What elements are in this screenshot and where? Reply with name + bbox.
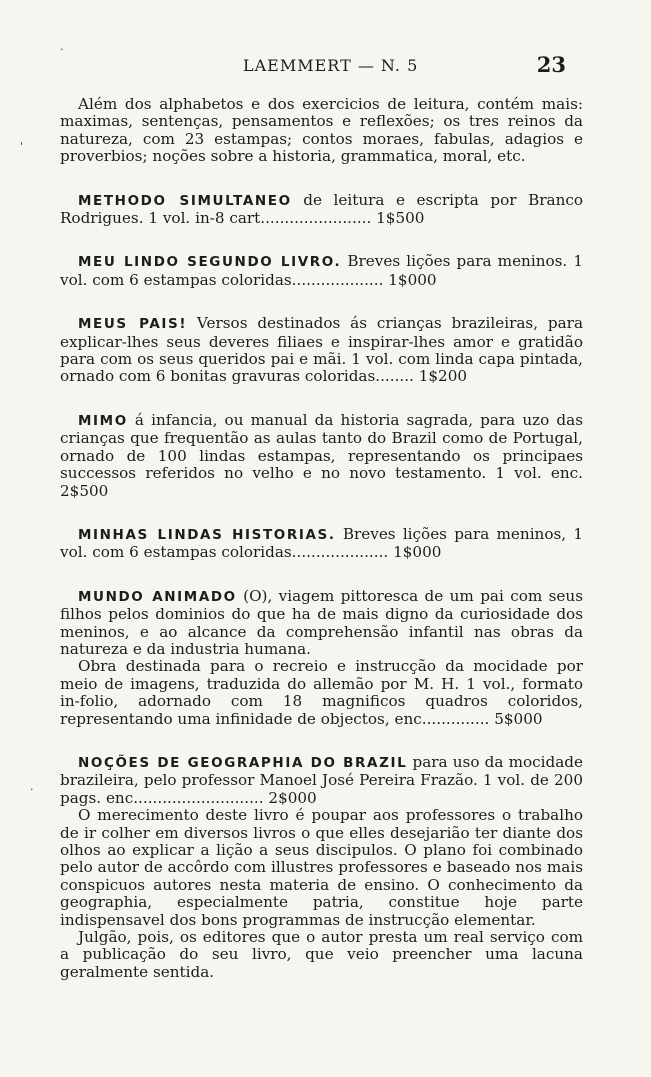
entry-price: 1$200	[418, 367, 468, 386]
catalog-entry	[60, 315, 583, 386]
entry-price: 2$000	[268, 788, 317, 807]
catalog-entry	[60, 754, 583, 981]
catalog-entry	[60, 412, 583, 500]
intro-paragraph: Além dos alphabetos e dos exercicios de leitura, contém mais: maximas, sentenças, pensamentos e reflexões; os tres reinos da natureza, com 23 estampas; contos moraes, fabulas, adagios e proverbios; noções sobre a historia, grammatica, moral, etc.	[60, 95, 583, 166]
entry-price: 1$000	[388, 270, 437, 289]
entry-title: MINHAS LINDAS HISTORIAS.	[78, 526, 336, 543]
catalog-entry	[60, 588, 583, 728]
page-header	[78, 52, 578, 80]
catalog-entry	[60, 253, 583, 289]
margin-speck: .	[30, 780, 34, 793]
catalog-entry	[60, 192, 583, 228]
entry-title: MEUS PAIS!	[78, 316, 188, 333]
margin-speck: '	[20, 140, 24, 153]
page-body	[60, 96, 583, 981]
entry-title: METHODO SIMULTANEO	[78, 192, 292, 209]
entry-text: Versos destinados ás crianças brazileiras, para explicar-lhes seus deveres filiaes e inspirar-lhes amor e gratidão para com os seus queridos pai e mãi. 1 vol. com linda capa pintada, ornado com 6 bonitas gravuras coloridas........	[60, 314, 583, 386]
running-title: LAEMMERT — N. 5	[243, 56, 419, 75]
entry-text: de leitura e escripta por Branco Rodrigues. 1 vol. in-8 cart.......................	[60, 190, 584, 228]
entry-title: MIMO	[78, 412, 128, 429]
catalog-entry	[60, 526, 583, 562]
entry-description: Obra destinada para o recreio e instrucção da mocidade por meio de imagens, traduzida do allemão por M. H. 1 vol., formato in-folio, adornado com 18 magnificos quadros coloridos, representando uma infinidade de objectos, enc..............	[60, 657, 583, 728]
entry-text: Breves lições para meninos, 1 vol. com 6 estampas coloridas....................	[60, 524, 583, 562]
entry-text: á infancia, ou manual da historia sagrada, para uzo das crianças que frequentão as aulas tanto do Brazil como de Portugal, ornado de 100 lindas estampas, representando os principaes successos referidos no velho e no novo testamento. 1 vol. enc.	[60, 410, 583, 483]
entry-title: NOÇÕES DE GEOGRAPHIA DO BRAZIL	[78, 754, 408, 771]
entry-text: Breves lições para meninos. 1 vol. com 6 estampas coloridas...................	[60, 252, 583, 289]
margin-speck: .	[60, 40, 64, 53]
entry-title: MUNDO ANIMADO	[78, 588, 237, 605]
entry-text: (O), viagem pittoresca de um pai com seus filhos pelos dominios do que ha de mais digno da curiosidade dos meninos, e ao alcance da comprehensão infantil nas obras da natureza e da industria humana.	[60, 586, 583, 658]
entry-price: 1$500	[376, 209, 425, 228]
entry-description: O merecimento deste livro é poupar aos professores o trabalho de ir colher em diversos livros o que elles desejarião ter diante dos olhos ao explicar a lição a seus discipulos. O plano foi combinado pelo autor de accôrdo com illustres professores e baseado nos mais conspicuos autores nesta materia de ensino. O conhecimento da geographia, especialmente patria, constitue hoje parte indispensavel dos bons programmas de instrucção elementar.	[60, 806, 583, 929]
entry-price: 2$500	[60, 481, 109, 500]
entry-text: para uso da mocidade brazileira, pelo professor Manoel José Pereira Frazão. 1 vol. de 200 pags. enc...........................	[60, 752, 583, 807]
entry-description: Julgão, pois, os editores que o autor presta um real serviço com a publicação do seu livro, que veio preencher uma lacuna geralmente sentida.	[60, 928, 583, 981]
entry-price: 1$000	[393, 543, 442, 562]
entry-price: 5$000	[494, 709, 543, 728]
page-number: 23	[536, 52, 566, 77]
entry-title: MEU LINDO SEGUNDO LIVRO.	[78, 254, 342, 271]
